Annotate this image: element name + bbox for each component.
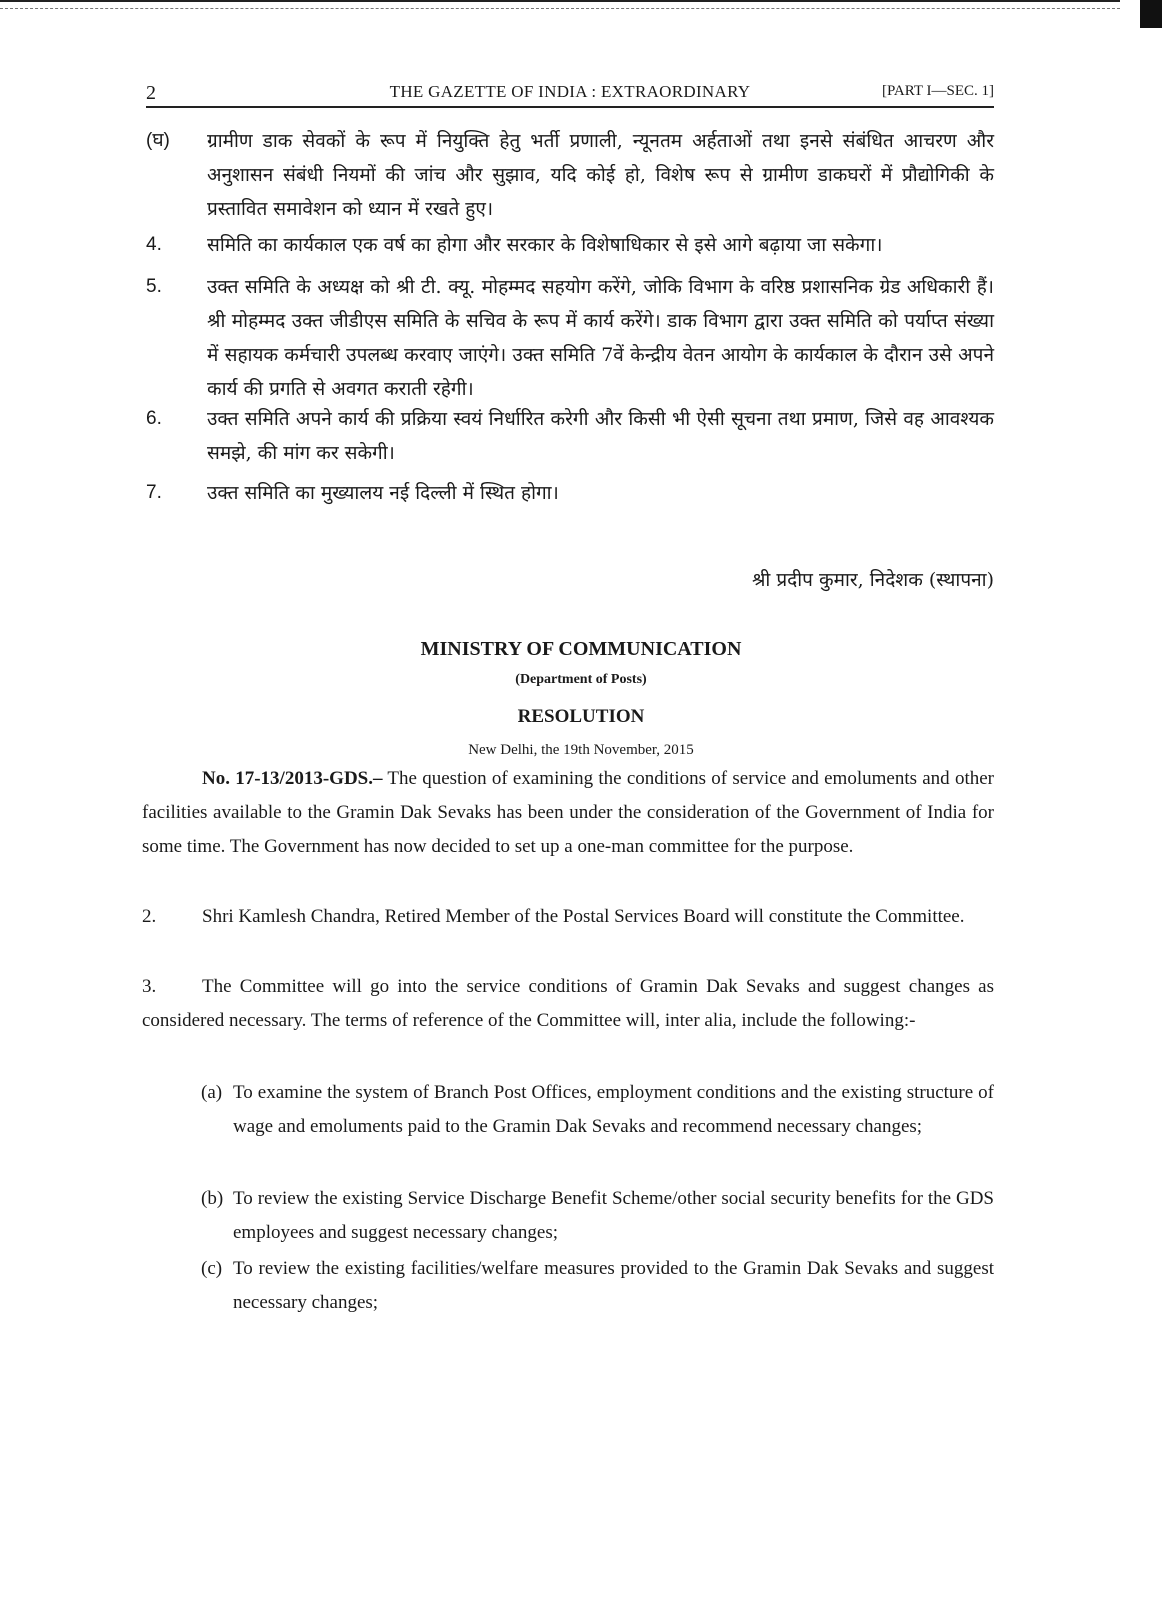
resolution-date: New Delhi, the 19th November, 2015 xyxy=(468,742,694,758)
hindi-item xyxy=(146,402,994,470)
sub-item xyxy=(201,1182,994,1250)
hindi-item xyxy=(146,270,994,406)
paragraph-text: Shri Kamlesh Chandra, Retired Member of the Postal Services Board will constitute the Committee. xyxy=(202,906,965,927)
resolution-heading: RESOLUTION xyxy=(517,706,645,727)
paragraph-number: 3. xyxy=(142,976,157,997)
scan-edge-mark xyxy=(1140,0,1162,28)
item-number: (घ) xyxy=(146,130,170,151)
item-number: 5. xyxy=(146,276,162,297)
department-heading: (Department of Posts) xyxy=(515,672,647,687)
paragraph-1 xyxy=(142,762,994,864)
hindi-item xyxy=(146,124,994,226)
item-number: 4. xyxy=(146,234,162,255)
sub-item-text: To review the existing facilities/welfare measures provided to the Gramin Dak Sevaks and suggest necessary changes; xyxy=(233,1258,994,1313)
paragraph-number: 2. xyxy=(142,906,157,927)
page-number: 2 xyxy=(146,82,156,104)
sub-item-label: (b) xyxy=(201,1188,224,1209)
paragraph-text: The Committee will go into the service conditions of Gramin Dak Sevaks and suggest changes as considered necessary. The terms of reference of the Committee will, inter alia, include the following:- xyxy=(142,976,994,1031)
paragraph-3 xyxy=(142,970,994,1038)
gazette-title: THE GAZETTE OF INDIA : EXTRAORDINARY xyxy=(389,82,751,101)
hindi-item xyxy=(146,228,994,262)
item-text: समिति का कार्यकाल एक वर्ष का होगा और सरकार के विशेषाधिकार से इसे आगे बढ़ाया जा सकेगा। xyxy=(207,234,883,256)
item-text: उक्त समिति अपने कार्य की प्रक्रिया स्वयं निर्धारित करेगी और किसी भी ऐसी सूचना तथा प्रमाण, जिसे वह आवश्यक समझे, की मांग कर सकेगी। xyxy=(207,408,994,464)
page-header xyxy=(146,82,994,106)
part-section: [PART I—SEC. 1] xyxy=(881,83,994,99)
item-text: उक्त समिति का मुख्यालय नई दिल्ली में स्थित होगा। xyxy=(207,482,559,504)
item-number: 7. xyxy=(146,482,162,503)
sub-item-text: To review the existing Service Discharge Benefit Scheme/other social security benefits for the GDS employees and suggest necessary changes; xyxy=(233,1188,994,1243)
sub-item-label: (a) xyxy=(201,1082,223,1103)
ministry-heading: MINISTRY OF COMMUNICATION xyxy=(420,638,742,660)
item-number: 6. xyxy=(146,408,162,429)
top-border xyxy=(0,0,1120,9)
sub-item xyxy=(201,1076,994,1144)
signature: श्री प्रदीप कुमार, निदेशक (स्थापना) xyxy=(751,569,994,591)
sub-item-text: To examine the system of Branch Post Offices, employment conditions and the existing structure of wage and emoluments paid to the Gramin Dak Sevaks and recommend necessary changes; xyxy=(233,1082,994,1137)
item-text: उक्त समिति के अध्यक्ष को श्री टी. क्यू. मोहम्मद सहयोग करेंगे, जोकि विभाग के वरिष्ठ प्रशासनिक ग्रेड अधिकारी हैं। श्री मोहम्मद उक्त जीडीएस समिति के सचिव के रूप में कार्य करेंगे। डाक विभाग द्वारा उक्त समिति को पर्याप्त संख्या में सहायक कर्मचारी उपलब्ध करवाए जाएंगे। उक्त समिति 7वें केन्द्रीय वेतन आयोग के कार्यकाल के दौरान उसे अपने कार्य की प्रगति से अवगत कराती रहेगी। xyxy=(207,276,994,400)
hindi-item xyxy=(146,476,994,510)
sub-item xyxy=(201,1252,994,1320)
reference-number: No. 17-13/2013-GDS.– xyxy=(202,768,383,789)
sub-item-label: (c) xyxy=(201,1258,223,1279)
paragraph-text: The question of examining the conditions of service and emoluments and other facilities available to the Gramin Dak Sevaks has been under the consideration of the Government of India for some time. The Government has now decided to set up a one-man committee for the purpose. xyxy=(142,768,994,857)
paragraph-2 xyxy=(142,900,994,934)
item-text: ग्रामीण डाक सेवकों के रूप में नियुक्ति हेतु भर्ती प्रणाली, न्यूनतम अर्हताओं तथा इनसे संबंधित आचरण और अनुशासन संबंधी नियमों की जांच और सुझाव, यदि कोई हो, विशेष रूप से ग्रामीण डाकघरों में प्रौद्योगिकी के प्रस्तावित समावेशन को ध्यान में रखते हुए। xyxy=(207,130,994,220)
header-rule xyxy=(146,106,994,108)
